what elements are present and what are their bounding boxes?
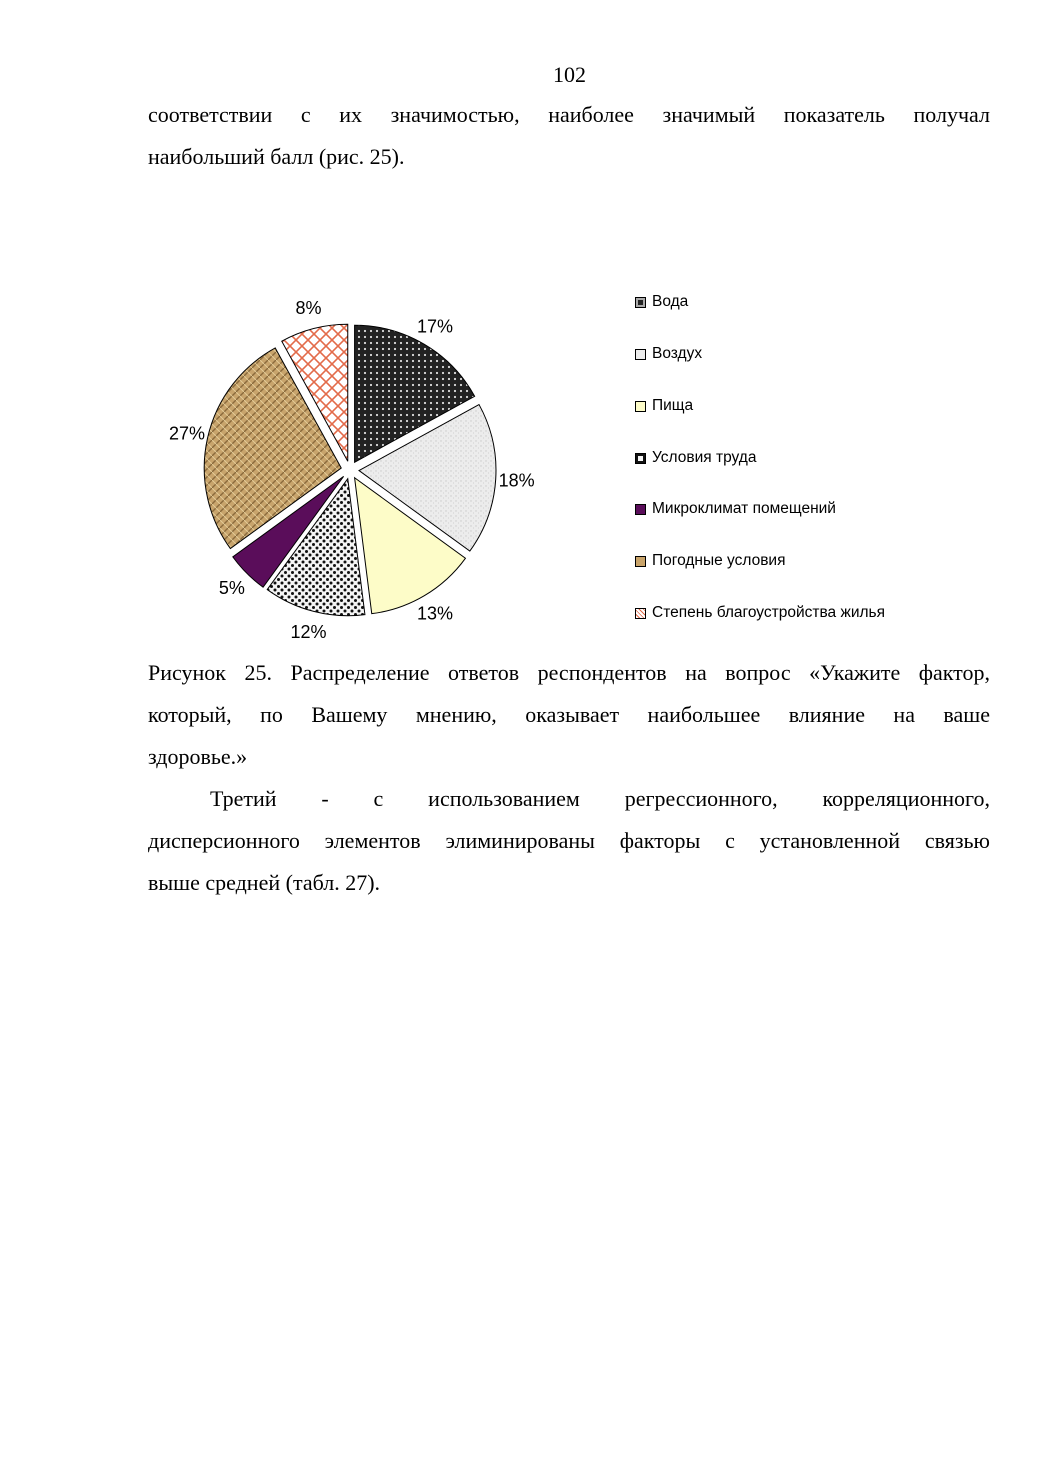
body-line-1: Третий - с использованием регрессионного, корреляционного, — [210, 786, 990, 811]
legend-swatch-mikroklimat — [635, 504, 646, 515]
body-line-2: дисперсионного элементов элиминированы факторы с установленной связью — [148, 828, 990, 853]
legend-swatch-pishcha — [635, 401, 646, 412]
caption-line-3: здоровье.» — [148, 744, 248, 769]
slice-label-blagoustroystvo: 8% — [295, 298, 322, 319]
legend-swatch-pogodnye-usloviya — [635, 556, 646, 567]
slice-label-mikroklimat: 5% — [218, 578, 245, 599]
legend-swatch-vozduh — [635, 349, 646, 360]
legend-label-mikroklimat: Микроклимат помещений — [652, 500, 836, 517]
caption-line-1: Рисунок 25. Распределение ответов респондентов на вопрос «Укажите фактор, — [148, 660, 990, 685]
slice-label-pishcha: 13% — [416, 603, 454, 624]
legend-label-voda: Вода — [652, 293, 689, 310]
pie-chart — [140, 280, 560, 650]
legend-item-vozduh — [635, 345, 702, 363]
slice-label-pogodnye-usloviya: 27% — [169, 423, 206, 444]
legend-item-pishcha — [635, 397, 693, 415]
legend-swatch-voda — [635, 297, 646, 308]
intro-line-1: соответствии с их значимостью, наиболее значимый показатель получал — [148, 102, 990, 127]
legend-item-voda — [635, 293, 688, 311]
legend-item-usloviya-truda — [635, 449, 756, 467]
legend-item-mikroklimat — [635, 500, 836, 518]
body-line-3: выше средней (табл. 27). — [148, 870, 381, 895]
legend-label-pogodnye-usloviya: Погодные условия — [652, 552, 786, 569]
legend-item-blagoustroystvo — [635, 604, 885, 622]
legend-item-pogodnye-usloviya — [635, 552, 785, 570]
caption-line-2: который, по Вашему мнению, оказывает наибольшее влияние на ваше — [148, 702, 990, 727]
legend-label-pishcha: Пища — [652, 397, 694, 414]
slice-label-vozduh: 18% — [498, 470, 535, 491]
slice-label-usloviya-truda: 12% — [290, 621, 327, 642]
legend-label-blagoustroystvo: Степень благоустройства жилья — [652, 604, 885, 621]
legend-label-vozduh: Воздух — [652, 345, 703, 362]
page-number: 102 — [553, 62, 586, 87]
legend-label-usloviya-truda: Условия труда — [652, 449, 757, 466]
slice-label-voda: 17% — [416, 316, 454, 337]
legend-swatch-usloviya-truda — [635, 453, 646, 464]
intro-line-2: наибольший балл (рис. 25). — [148, 144, 405, 169]
legend-swatch-blagoustroystvo — [635, 608, 646, 619]
